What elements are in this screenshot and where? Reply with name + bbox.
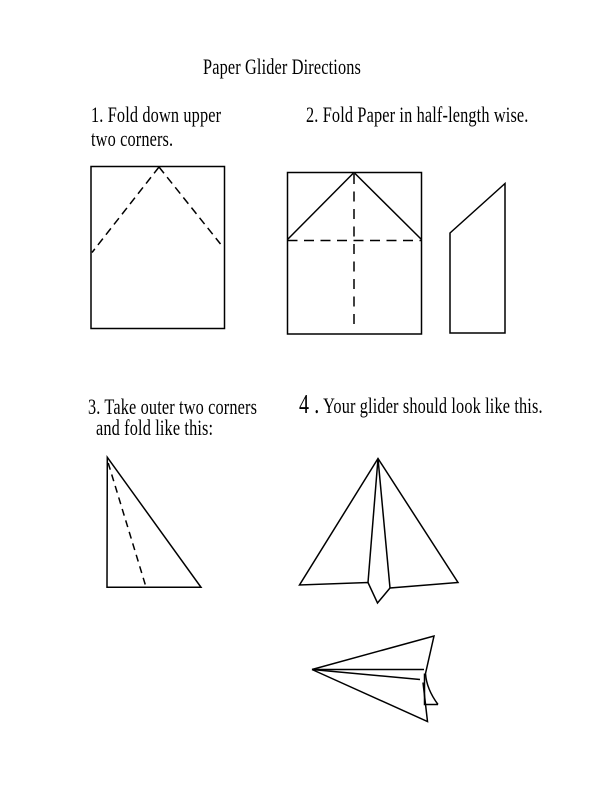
step1-caption-line1: 1. Fold down upper [91,102,222,127]
figure-step4-glider-front [300,459,459,604]
glider-fuselage-fold-line [312,670,420,680]
paper-outline [91,167,225,329]
half-folded-paper-outline [450,184,505,334]
figure-step2-side-view [450,184,505,334]
page-title: Paper Glider Directions [203,54,362,79]
glider-tail-fin-curve [426,674,439,705]
figure-step2-folded-paper [288,173,422,335]
step2-caption: 2. Fold Paper in half-length wise. [306,102,529,127]
triangle-outline [107,457,201,587]
fold-line-right [159,167,221,244]
step1-caption-line2: two corners. [91,126,174,151]
step4-caption-text: Your glider should look like this. [323,393,543,418]
figure-step3-triangle [107,457,201,587]
folded-corner-left-edge [288,173,355,240]
step3-caption-line1: 3. Take outer two corners [88,394,258,419]
glider-front-outline [300,459,459,604]
triangle-fold-line [108,463,146,587]
figure-step4-glider-flying [312,636,438,722]
glider-front-body-left-edge [368,459,378,583]
glider-far-wing [312,636,434,674]
folded-corner-right-edge [354,173,422,240]
figure-step1-paper [91,167,225,329]
step3-caption-line2: and fold like this: [96,415,214,440]
glider-near-wing [312,670,428,722]
glider-front-body-right-edge [378,459,390,589]
fold-line-left [92,167,159,253]
step4-number: 4 . [299,389,320,419]
